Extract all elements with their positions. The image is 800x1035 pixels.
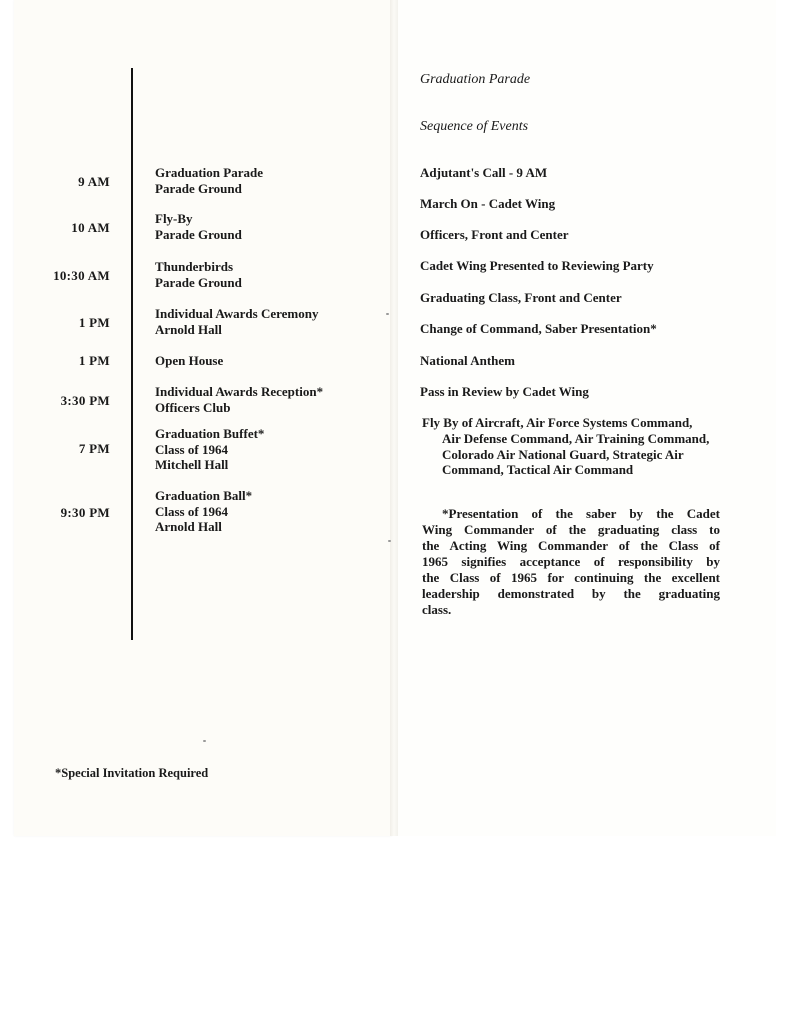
saber-footnote — [422, 506, 720, 618]
schedule-details — [155, 488, 252, 535]
paper-speck — [203, 740, 206, 742]
event-item: March On - Cadet Wing — [420, 196, 556, 211]
invitation-footnote: *Special Invitation Required — [55, 766, 209, 780]
timeline-divider — [131, 68, 133, 640]
flyby-line: Command, Tactical Air Command — [442, 462, 634, 478]
sequence-subtitle: Sequence of Events — [420, 119, 529, 134]
schedule-line: Graduation Parade — [155, 165, 263, 180]
schedule-time: 10:30 AM — [53, 268, 110, 283]
paper-speck — [386, 313, 389, 315]
schedule-line: Mitchell Hall — [155, 457, 229, 472]
schedule-line: Fly-By — [155, 211, 193, 226]
schedule-line: Arnold Hall — [155, 321, 222, 337]
schedule-details — [155, 426, 264, 473]
schedule-line: Parade Ground — [155, 180, 242, 196]
schedule-line: Individual Awards Ceremony — [155, 306, 319, 321]
left-panel — [14, 0, 392, 836]
schedule-line: Thunderbirds — [155, 259, 234, 274]
schedule-line: Parade Ground — [155, 274, 242, 290]
schedule-line: Graduation Ball* — [155, 488, 253, 503]
schedule-details — [155, 259, 242, 290]
schedule-line: Class of 1964 — [155, 441, 228, 457]
schedule-time: 3:30 PM — [60, 393, 110, 408]
event-item: Change of Command, Saber Presentation* — [420, 321, 657, 336]
schedule-details — [155, 211, 242, 242]
schedule-line: Open House — [155, 353, 224, 368]
paper-speck — [388, 540, 391, 542]
note-line: 1965 signifies acceptance of responsibility by — [422, 554, 720, 569]
schedule-line: Arnold Hall — [155, 519, 222, 534]
schedule-time: 9:30 PM — [60, 505, 110, 520]
schedule-time: 10 AM — [71, 220, 110, 235]
schedule-line: Individual Awards Reception* — [155, 384, 324, 399]
schedule-details — [155, 306, 319, 337]
note-line: the Acting Wing Commander of the Class of — [422, 538, 720, 553]
flyby-event — [422, 415, 709, 478]
schedule-line: Parade Ground — [155, 226, 242, 242]
schedule-details — [155, 165, 263, 196]
schedule-time: 1 PM — [78, 315, 110, 330]
note-line: *Presentation of the saber by the Cadet — [442, 506, 720, 521]
page-fold — [390, 0, 398, 836]
flyby-line: Fly By of Aircraft, Air Force Systems Command, — [422, 415, 693, 430]
event-item: National Anthem — [420, 353, 515, 368]
event-item: Officers, Front and Center — [420, 227, 569, 242]
note-line: class. — [422, 602, 452, 617]
event-item: Graduating Class, Front and Center — [420, 290, 622, 305]
schedule-details — [155, 353, 223, 369]
note-line: Wing Commander of the graduating class to — [422, 522, 720, 537]
schedule-time: 1 PM — [78, 353, 110, 368]
schedule-line: Graduation Buffet* — [155, 426, 265, 441]
note-line: leadership demonstrated by the graduating — [422, 586, 720, 601]
flyby-line: Colorado Air National Guard, Strategic Air — [442, 446, 684, 462]
event-item: Cadet Wing Presented to Reviewing Party — [420, 258, 654, 273]
event-item: Adjutant's Call - 9 AM — [420, 165, 548, 180]
event-item: Pass in Review by Cadet Wing — [420, 384, 589, 399]
flyby-line: Air Defense Command, Air Training Command, — [442, 430, 710, 446]
schedule-time: 9 AM — [78, 174, 110, 189]
schedule-time: 7 PM — [78, 441, 110, 456]
note-line: the Class of 1965 for continuing the excellent — [422, 570, 720, 585]
schedule-details — [155, 384, 323, 415]
parade-title: Graduation Parade — [420, 72, 531, 87]
schedule-line: Class of 1964 — [155, 503, 228, 519]
schedule-line: Officers Club — [155, 399, 231, 415]
